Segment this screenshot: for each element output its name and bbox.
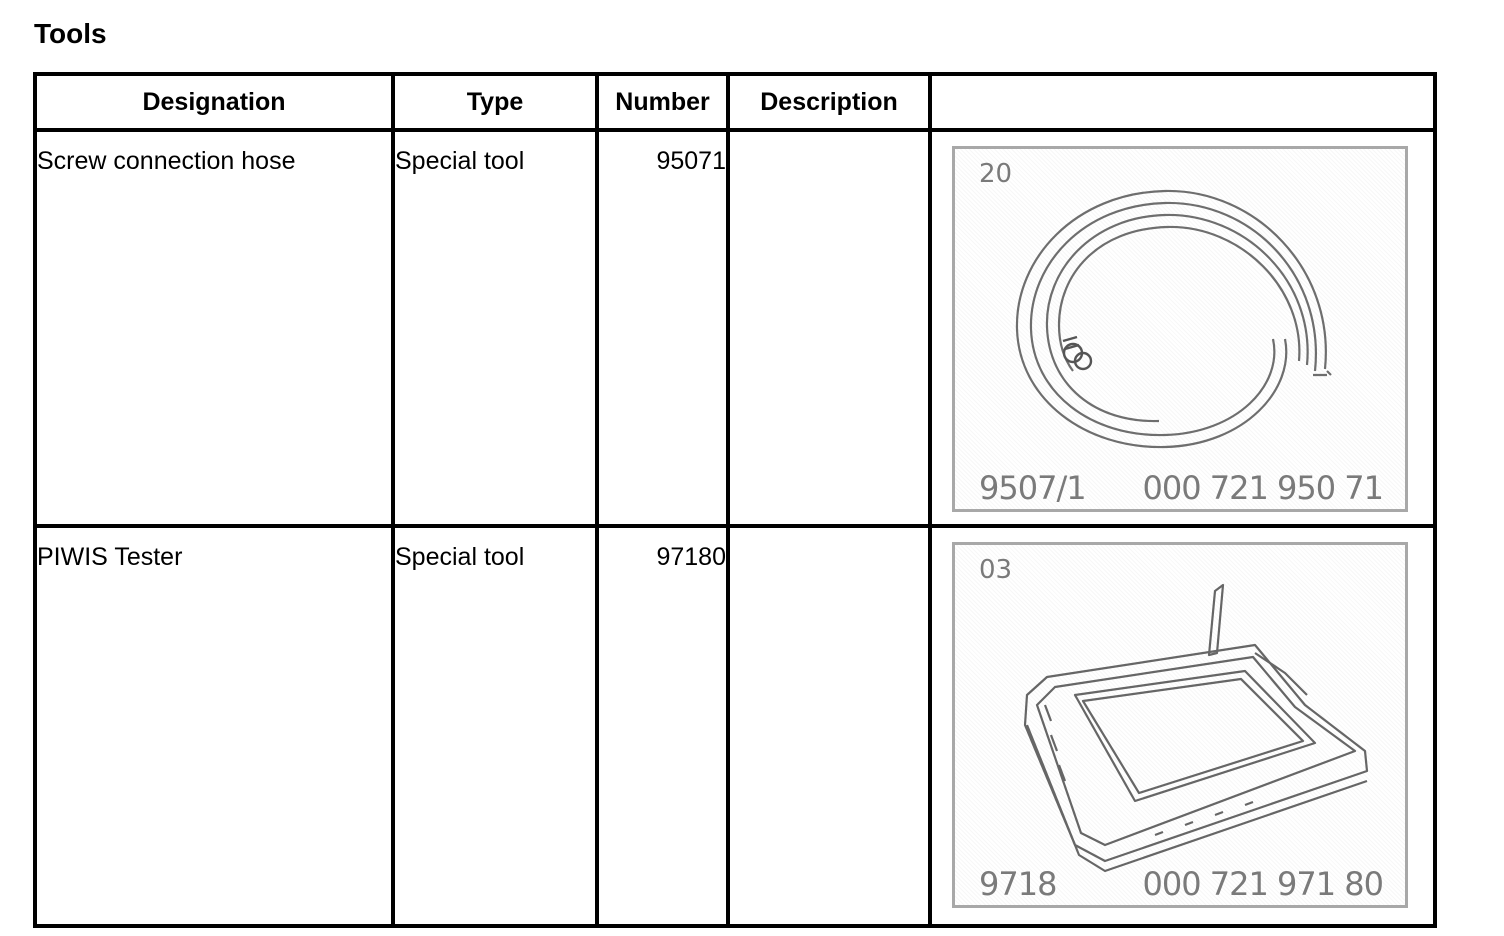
column-header-description: Description: [728, 74, 930, 130]
image-reference: 9718: [979, 865, 1057, 903]
cell-type: Special tool: [393, 526, 597, 926]
column-header-image: [930, 74, 1435, 130]
cell-number: 97180: [597, 526, 728, 926]
image-part-number: 000 721 971 80: [1142, 865, 1383, 903]
image-part-number: 000 721 950 71: [1142, 469, 1383, 507]
image-reference: 9507/1: [979, 469, 1086, 507]
page-title: Tools: [34, 18, 107, 49]
column-header-type: Type: [393, 74, 597, 130]
cell-designation: Screw connection hose: [35, 130, 393, 526]
coiled-hose-icon: [955, 149, 1405, 509]
table-header-row: [35, 74, 1435, 130]
tools-table: [33, 72, 1437, 928]
image-code: 03: [979, 555, 1013, 585]
cell-image: [930, 526, 1435, 926]
cell-description: [728, 526, 930, 926]
tool-illustration: [952, 146, 1408, 512]
cell-number: 95071: [597, 130, 728, 526]
image-code: 20: [979, 159, 1013, 189]
cell-image: [930, 130, 1435, 526]
table-row: [35, 526, 1435, 926]
column-header-designation: Designation: [35, 74, 393, 130]
tool-illustration: [952, 542, 1408, 908]
tablet-tester-icon: [955, 545, 1405, 905]
column-header-number: Number: [597, 74, 728, 130]
table-row: [35, 130, 1435, 526]
cell-description: [728, 130, 930, 526]
cell-designation: PIWIS Tester: [35, 526, 393, 926]
cell-type: Special tool: [393, 130, 597, 526]
